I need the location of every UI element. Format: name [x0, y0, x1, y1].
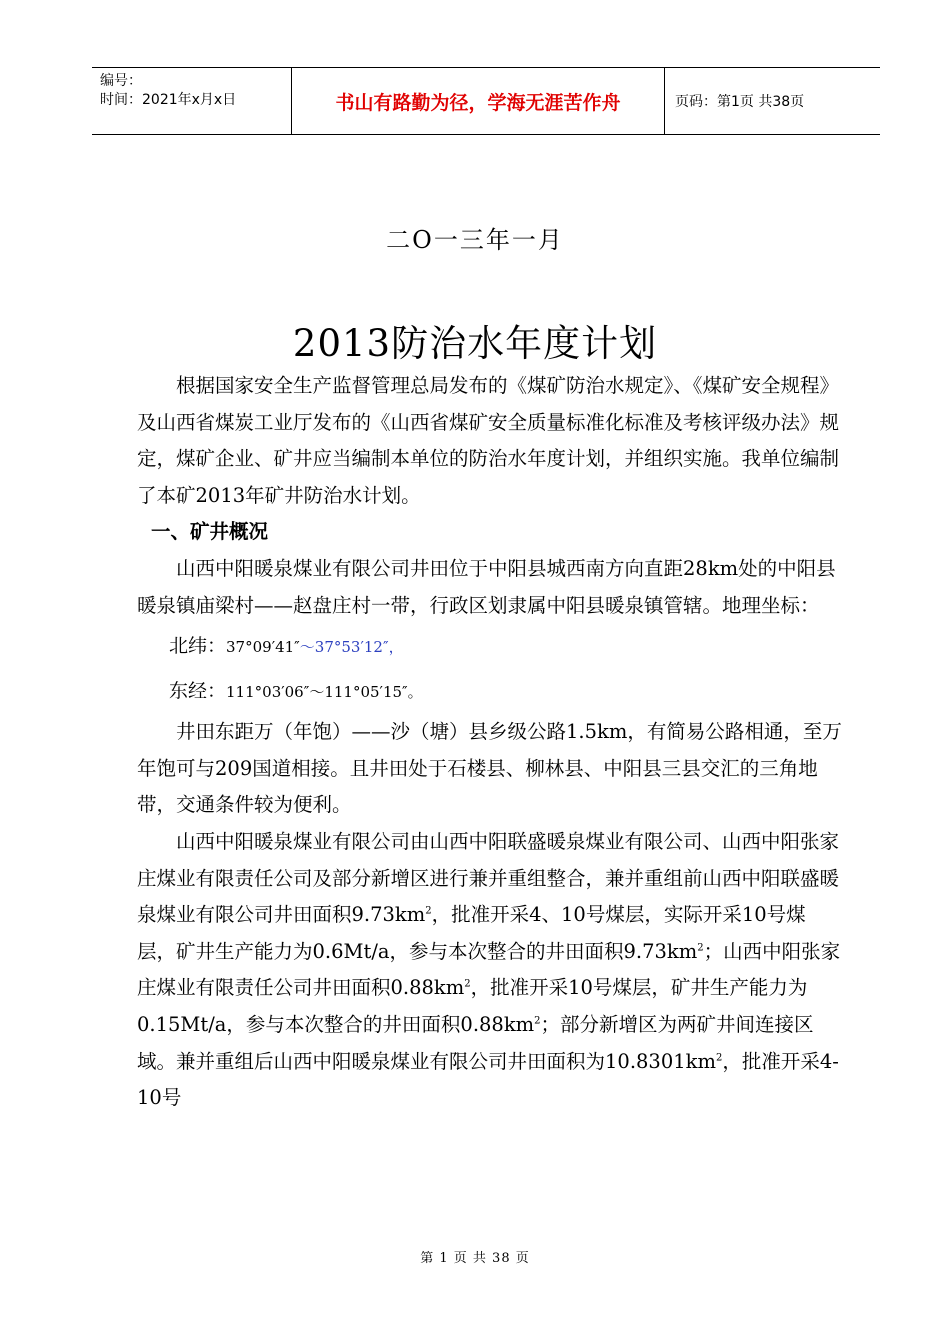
header-page-info: 页码：第1页 共38页: [675, 94, 805, 110]
date-line: 二O一三年一月: [386, 226, 564, 254]
intro-paragraph: 根据国家安全生产监督管理总局发布的《煤矿防治水规定》、《煤矿安全规程》及山西省煤炭工业厅发布的《山西省煤矿安全质量标准化标准及考核评级办法》规定，煤矿企业、矿井应当编制本单位的防治水年度计划，并组织实施。我单位编制了本矿2013年矿井防治水计划。: [137, 374, 840, 507]
merger-text-3: ；山西中阳张家庄煤业有限责任公司井田面积0.88km: [137, 939, 841, 1000]
page-footer: 第 1 页 共 38 页: [420, 1251, 530, 1266]
merger-text-2: ，批准开采4、10号煤层，实际开采10号煤层，矿井生产能力为0.6Mt/a，参与本次整合的井田面积9.73km: [137, 903, 806, 963]
superscript: 2: [464, 978, 471, 990]
header-meta: [92, 68, 292, 134]
latitude-line: [137, 624, 843, 669]
latitude-from: 37°09′41″: [226, 638, 300, 657]
header-slogan: 书山有路勤为径，学海无涯苦作舟: [292, 68, 665, 134]
merger-text-4: ，批准开采10号煤层，矿井生产能力为0.15Mt/a，参与本次整合的井田面积0.88km: [137, 976, 808, 1036]
document-body: [137, 368, 843, 1117]
merger-text-1: 山西中阳暖泉煤业有限公司由山西中阳联盛暖泉煤业有限公司、山西中阳张家庄煤业有限责任公司及部分新增区进行兼并重组整合，兼并重组前山西中阳联盛暖泉煤业有限公司井田面积9.73km: [137, 829, 840, 927]
traffic-paragraph: 井田东距万（年饱）——沙（塘）县乡级公路1.5km，有简易公路相通，至万年饱可与209国道相接。且井田处于石楼县、柳林县、中阳县三县交汇的三角地带，交通条件较为便利。: [137, 720, 842, 817]
latitude-to: ～37°53′12″，: [299, 638, 404, 657]
code-label: 编号：: [100, 73, 142, 89]
superscript: 2: [534, 1015, 541, 1027]
location-paragraph: 山西中阳暖泉煤业有限公司井田位于中阳县城西南方向直距28km处的中阳县暖泉镇庙梁村——赵盘庄村一带，行政区划隶属中阳县暖泉镇管辖。地理坐标：: [137, 556, 836, 617]
time-label: 时间：2021年x月x日: [100, 92, 237, 108]
merger-text-6: ，批准开采4-10号: [137, 1049, 839, 1110]
page-header: [92, 67, 880, 135]
superscript: 2: [425, 905, 432, 917]
latitude-label: 北纬：: [169, 635, 227, 658]
longitude-line: [137, 669, 843, 714]
merger-text-5: ；部分新增区为两矿井间连接区域。兼并重组后山西中阳暖泉煤业有限公司井田面积为10.8301km: [137, 1012, 814, 1073]
superscript: 2: [697, 942, 704, 954]
document-title: 2013防治水年度计划: [292, 322, 658, 365]
merger-paragraph: [137, 824, 843, 1117]
longitude-label: 东经：: [169, 680, 227, 703]
section-heading: 一、矿井概况: [151, 520, 269, 544]
longitude-value: 111°03′06″～111°05′15″。: [226, 683, 423, 702]
superscript: 2: [715, 1052, 723, 1063]
